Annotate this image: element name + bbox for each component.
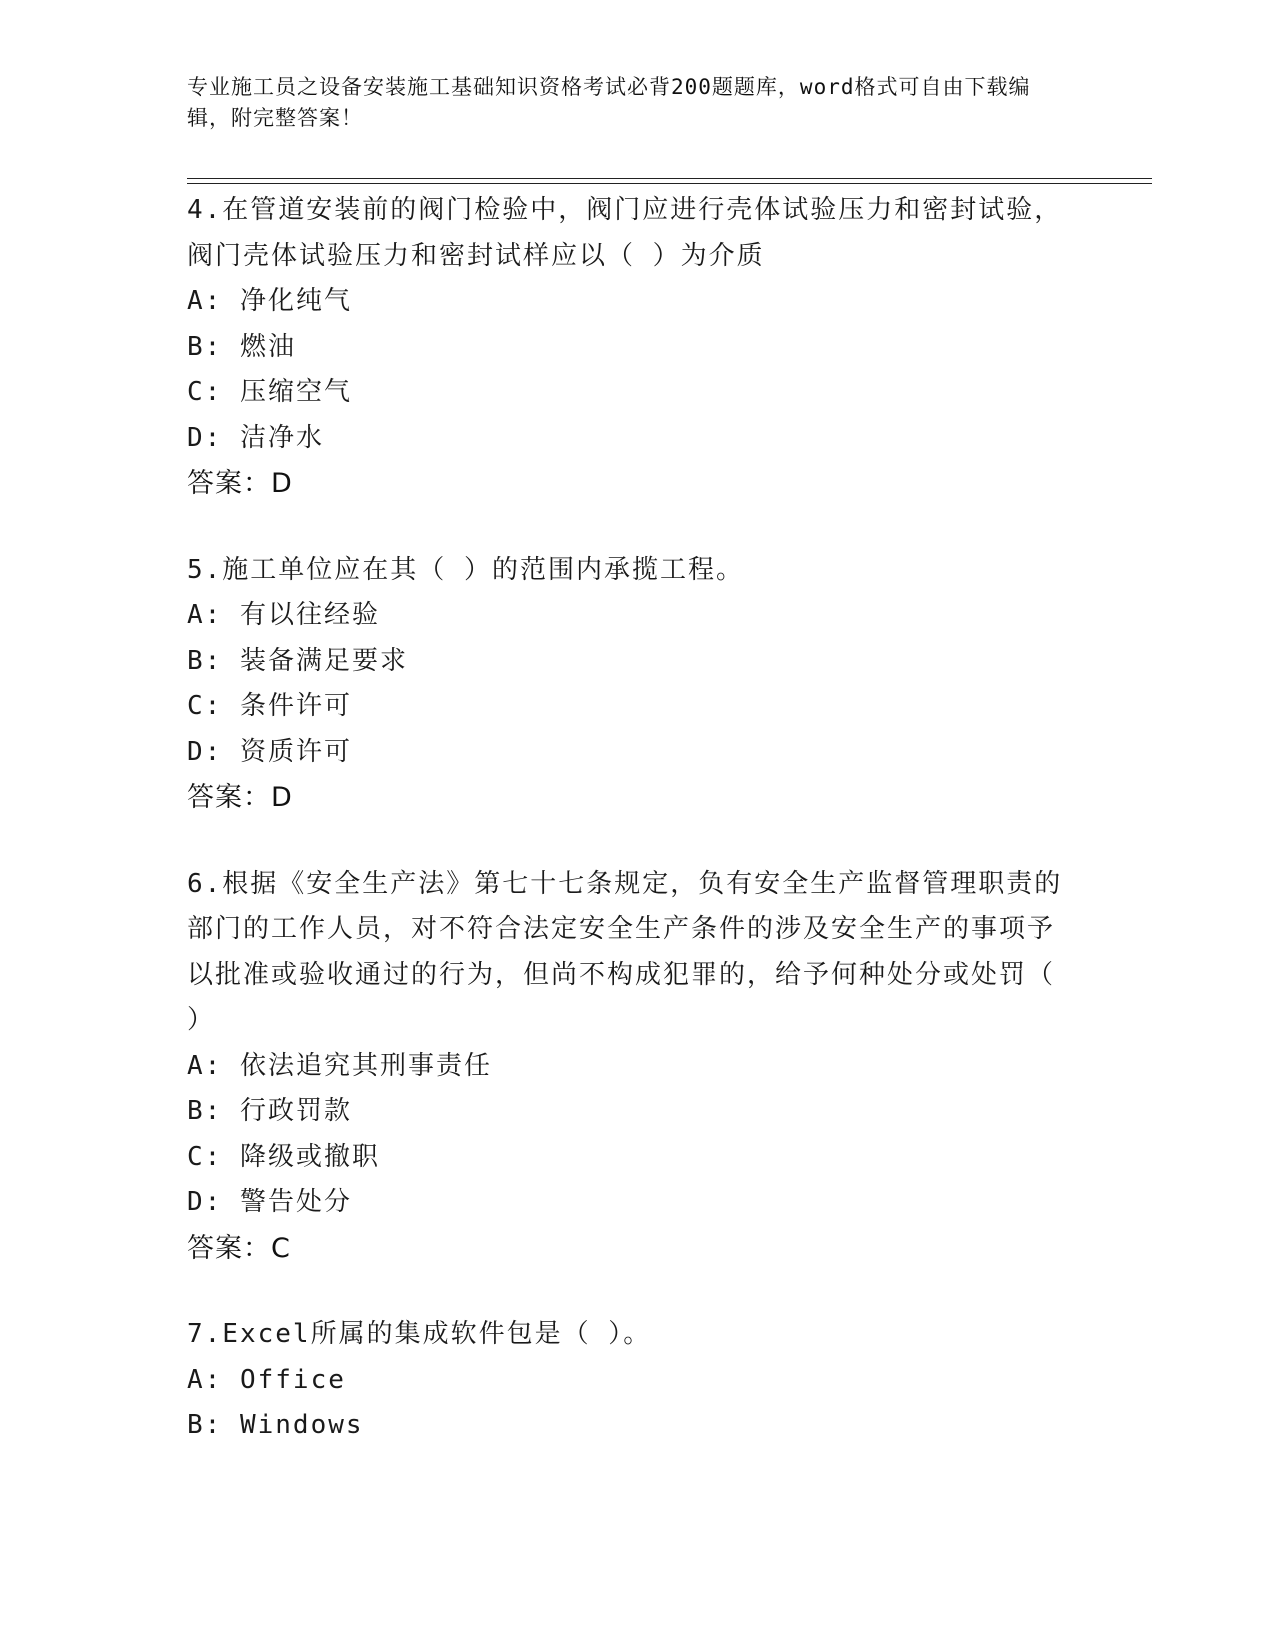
option-d: D: 资质许可 xyxy=(187,736,352,767)
question-text: 5.施工单位应在其（ ）的范围内承揽工程。 xyxy=(187,554,744,585)
header-rule-bottom xyxy=(187,183,1152,184)
option-b: B: 行政罚款 xyxy=(187,1096,352,1126)
question-text: 7.Excel所属的集成软件包是（ ）。 xyxy=(187,1319,652,1349)
question-4 xyxy=(187,188,1067,507)
option-a: A: Office xyxy=(187,1364,346,1395)
option-c: C: 条件许可 xyxy=(187,691,352,721)
option-a: A: 依法追究其刑事责任 xyxy=(187,1050,492,1081)
option-c: C: 压缩空气 xyxy=(187,377,352,407)
question-6 xyxy=(187,862,1067,1272)
option-c: C: 降级或撤职 xyxy=(187,1141,380,1172)
answer: 答案：D xyxy=(187,782,293,813)
option-a: A: 有以往经验 xyxy=(187,600,380,630)
question-list xyxy=(187,188,1067,1490)
option-a: A: 净化纯气 xyxy=(187,286,352,316)
option-d: D: 警告处分 xyxy=(187,1187,352,1217)
question-text: 6.根据《安全生产法》第七十七条规定，负有安全生产监督管理职责的部门的工作人员，对不符合法定安全生产条件的涉及安全生产的事项予以批准或验收通过的行为，但尚不构成犯罪的，给予何种处分或处罚（ ） xyxy=(187,868,1063,1035)
document-header: 专业施工员之设备安装施工基础知识资格考试必背200题题库，word格式可自由下载编辑，附完整答案！ xyxy=(187,75,1031,130)
option-b: B: 装备满足要求 xyxy=(187,645,408,676)
option-d: D: 洁净水 xyxy=(187,422,324,453)
header-rule-top xyxy=(187,178,1152,179)
question-5 xyxy=(187,548,1067,821)
option-b: B: 燃油 xyxy=(187,331,296,362)
option-b: B: Windows xyxy=(187,1410,364,1440)
answer: 答案：C xyxy=(187,1232,291,1264)
answer: 答案：D xyxy=(187,468,293,499)
question-7 xyxy=(187,1312,1067,1449)
question-text: 4.在管道安装前的阀门检验中，阀门应进行壳体试验压力和密封试验，阀门壳体试验压力和密封试样应以（ ）为介质 xyxy=(187,195,1063,271)
